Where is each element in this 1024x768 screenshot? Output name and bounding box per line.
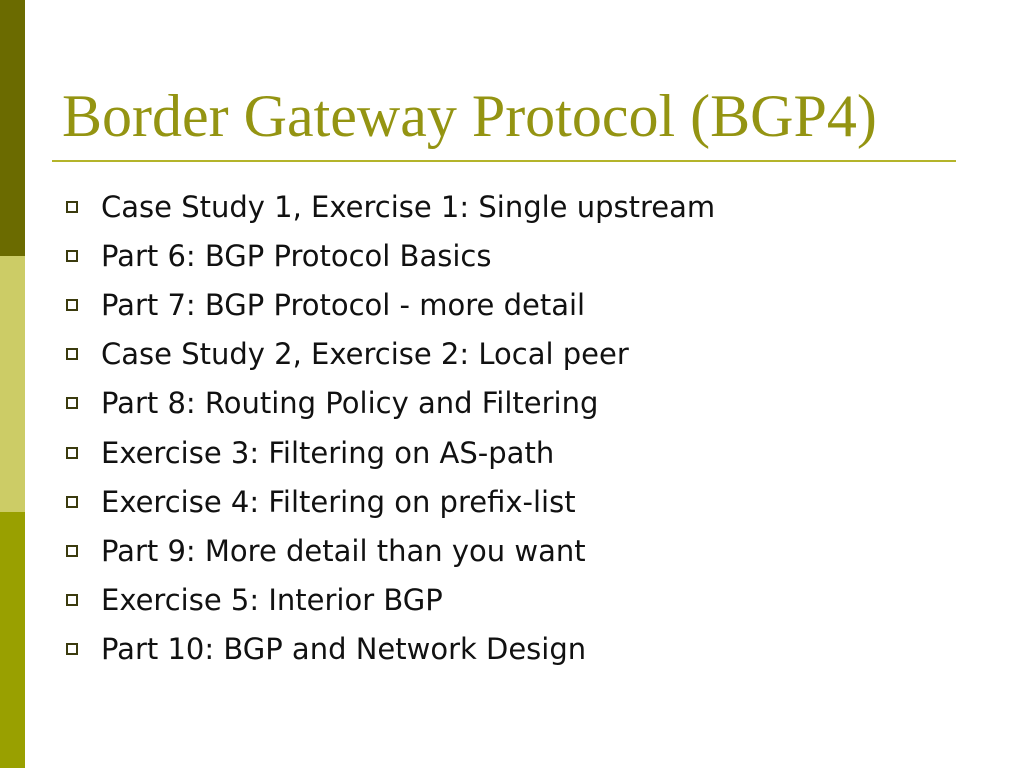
bullet-item — [66, 182, 715, 231]
bullet-item — [66, 625, 715, 674]
bullet-item — [66, 526, 715, 575]
sidebar-accent-bottom — [0, 512, 25, 768]
bullet-text: Exercise 5: Interior BGP — [101, 583, 443, 618]
hollow-square-icon — [66, 201, 78, 213]
bullet-item — [66, 576, 715, 625]
sidebar-accent-middle — [0, 256, 25, 512]
sidebar-accent-top — [0, 0, 25, 256]
bullet-list — [66, 182, 715, 674]
bullet-item — [66, 428, 715, 477]
bullet-item — [66, 231, 715, 280]
hollow-square-icon — [66, 643, 78, 655]
bullet-text: Case Study 1, Exercise 1: Single upstream — [101, 189, 716, 224]
hollow-square-icon — [66, 496, 78, 508]
bullet-text: Part 10: BGP and Network Design — [101, 632, 587, 667]
bullet-item — [66, 280, 715, 329]
hollow-square-icon — [66, 348, 78, 360]
bullet-text: Part 9: More detail than you want — [101, 533, 586, 568]
bullet-item — [66, 477, 715, 526]
hollow-square-icon — [66, 397, 78, 409]
bullet-text: Part 6: BGP Protocol Basics — [101, 238, 492, 273]
hollow-square-icon — [66, 447, 78, 459]
bullet-text: Part 8: Routing Policy and Filtering — [101, 386, 599, 421]
hollow-square-icon — [66, 545, 78, 557]
bullet-text: Part 7: BGP Protocol - more detail — [101, 287, 586, 322]
title-divider — [52, 160, 956, 162]
bullet-item — [66, 330, 715, 379]
bullet-text: Case Study 2, Exercise 2: Local peer — [101, 337, 629, 372]
bullet-text: Exercise 4: Filtering on prefix-list — [101, 484, 576, 519]
hollow-square-icon — [66, 250, 78, 262]
bullet-text: Exercise 3: Filtering on AS-path — [101, 435, 555, 470]
bullet-item — [66, 379, 715, 428]
slide-title: Border Gateway Protocol (BGP4) — [62, 83, 877, 149]
hollow-square-icon — [66, 594, 78, 606]
hollow-square-icon — [66, 299, 78, 311]
